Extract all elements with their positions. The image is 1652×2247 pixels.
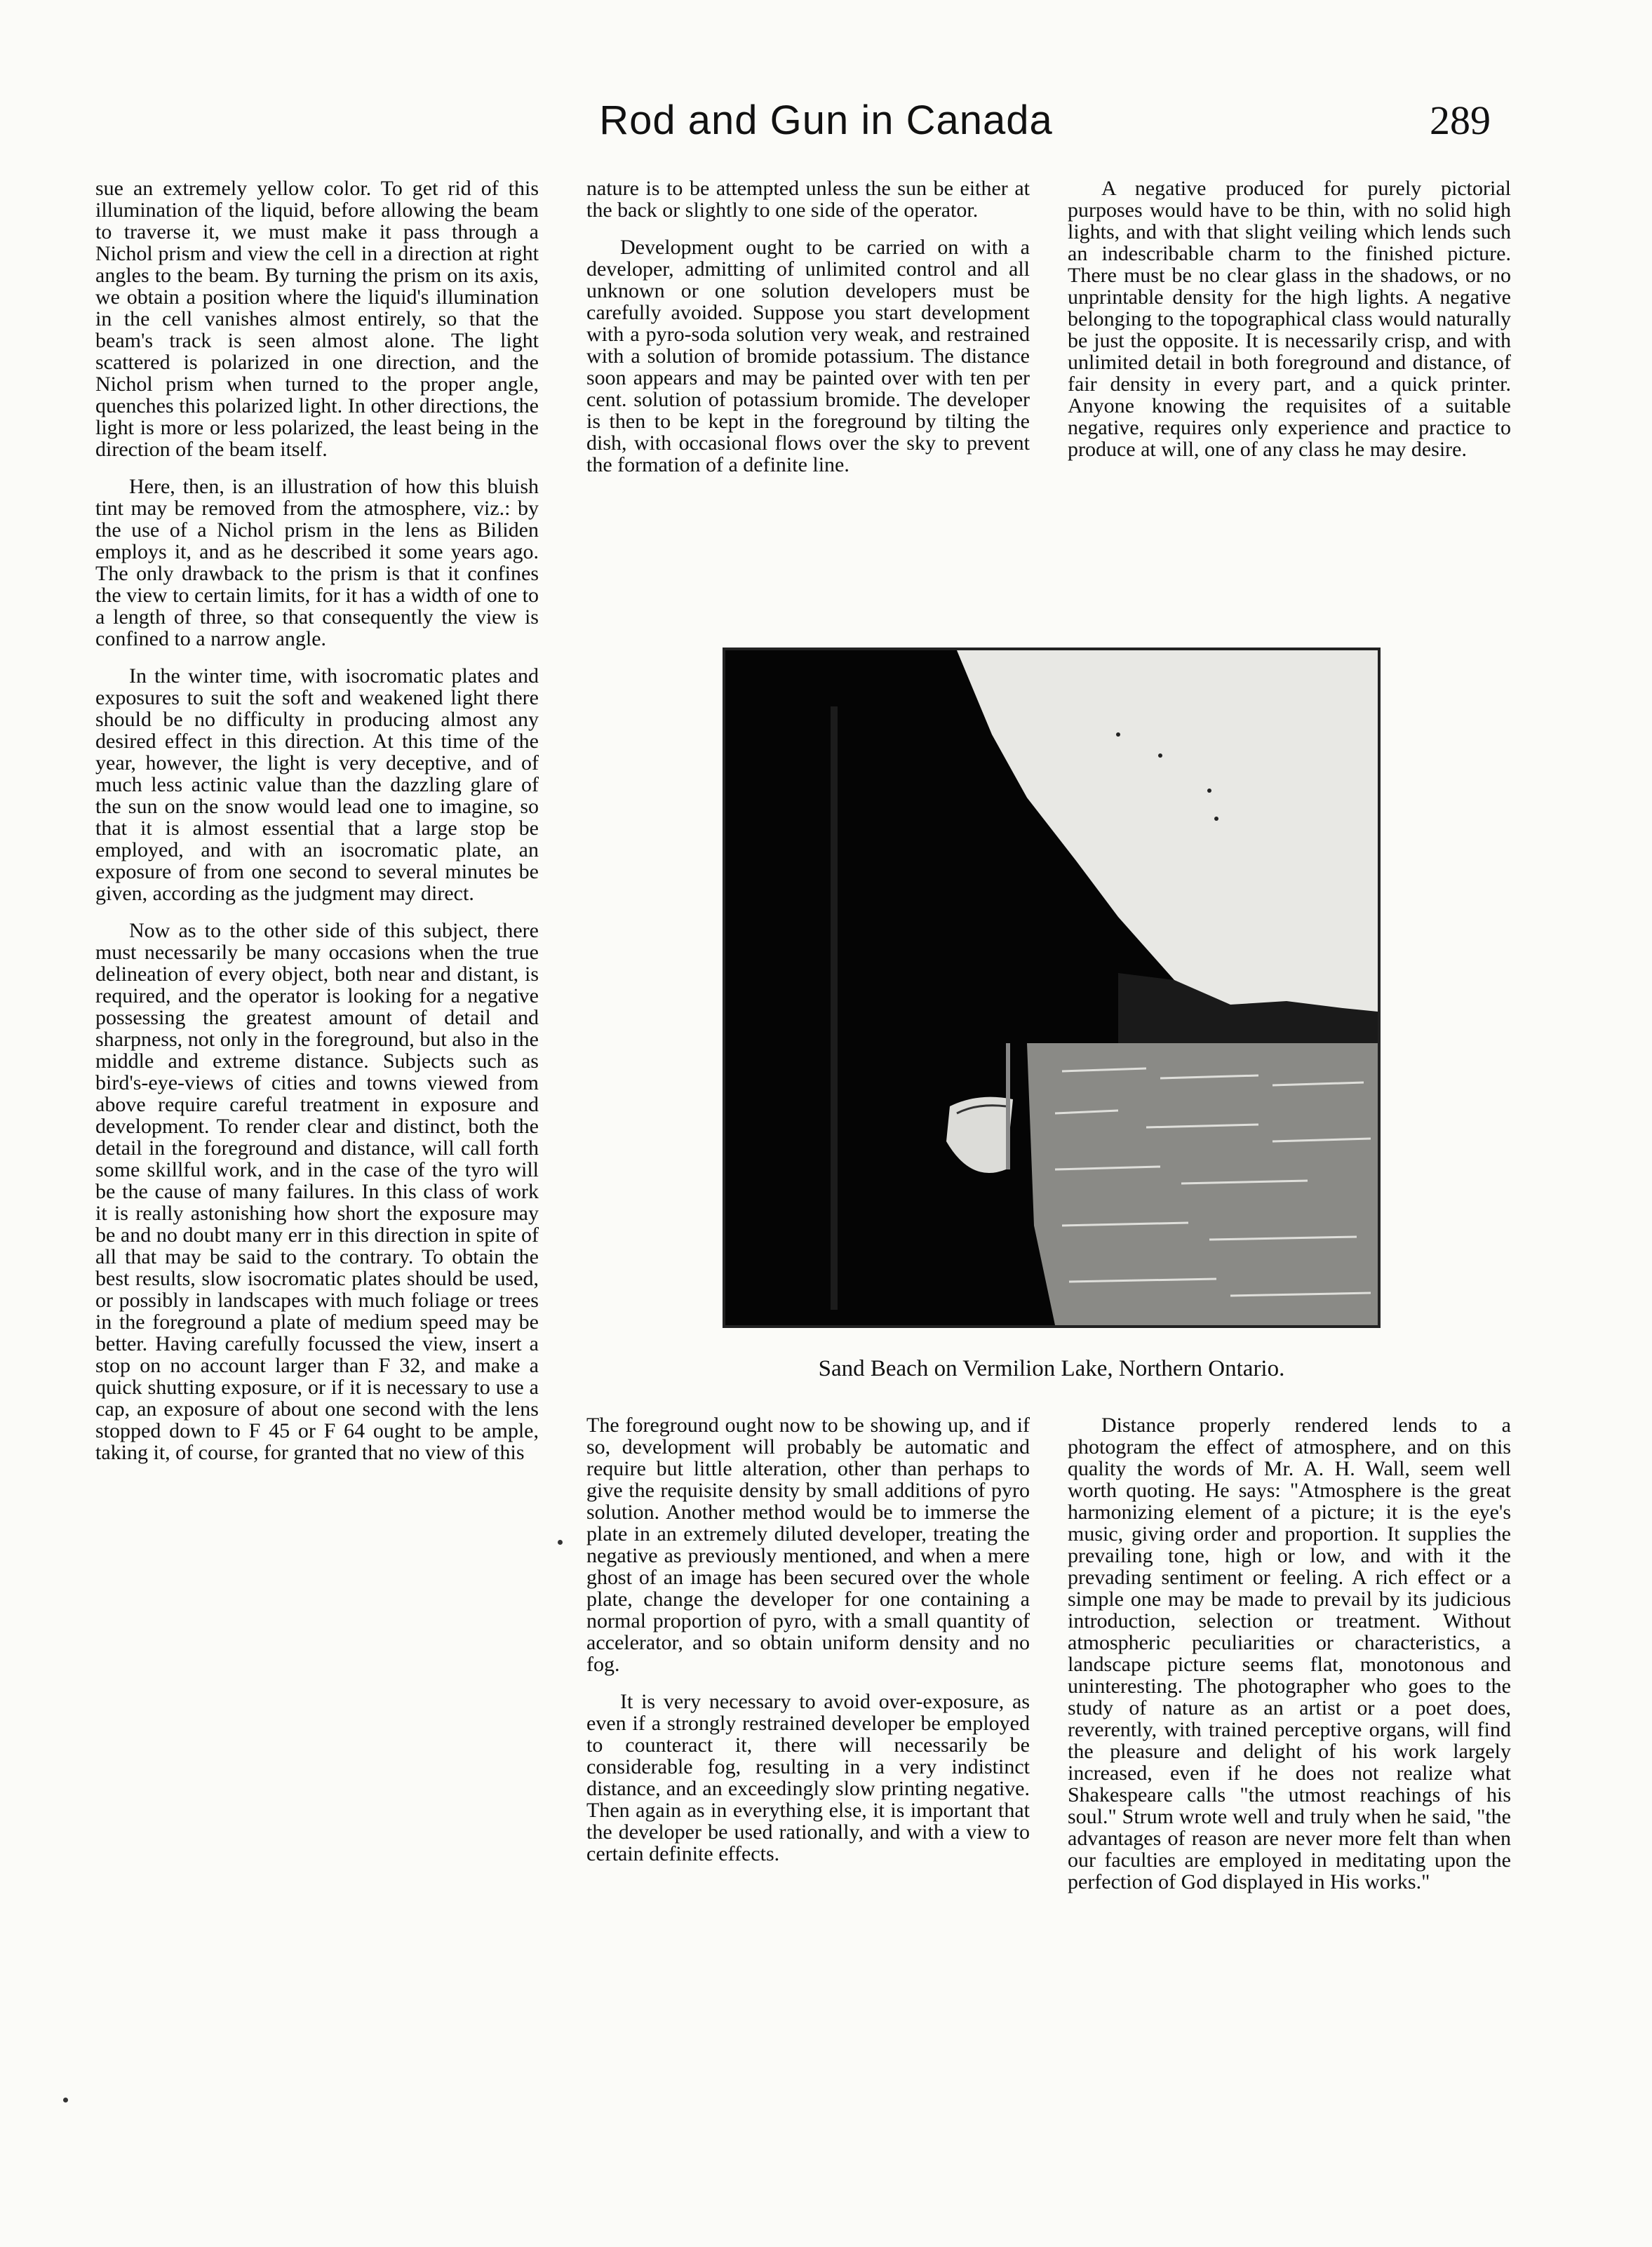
right-column-top — [1068, 177, 1511, 476]
print-speck — [63, 2098, 68, 2102]
page-number: 289 — [1430, 98, 1491, 143]
middle-column-bottom — [586, 1414, 1030, 1880]
middle-column-top — [586, 177, 1030, 491]
print-speck — [558, 1540, 563, 1545]
paragraph: The foreground ought now to be showing up, and if so, development will probably be automatic and require but little alteration, other than perhaps to give the requisite density by small additions of pyro solution. Another method would be to immerse the plate in an extremely diluted developer, treating the negative as previously mentioned, and when a mere ghost of an image has been secured over the whole plate, change the developer for one containing a normal proportion of pyro, with a small quantity of accelerator, and so obtain uniform density and no fog. — [586, 1414, 1030, 1676]
paragraph: In the winter time, with isocromatic plates and exposures to suit the soft and weakened light there should be no difficulty in producing almost any desired effect in this direction. At this time of the year, however, the light is very deceptive, and of much less actinic value than the dazzling glare of the sun on the snow would lead one to imagine, so that it is almost essential that a large stop be employed, and with an isocromatic plate, an exposure of from one second to several minutes be given, according as the judgment may direct. — [95, 664, 539, 905]
paragraph: Here, then, is an illustration of how this bluish tint may be removed from the atmosphere, viz.: by the use of a Nichol prism in the lens as Biliden employs it, and as he described it some years ago. The only drawback to the prism is that it confines the view to certain limits, for it has a width of one to a length of three, so that consequently the view is confined to a narrow angle. — [95, 475, 539, 650]
paragraph: Distance properly rendered lends to a photogram the effect of atmosphere, and on this quality the words of Mr. A. H. Wall, seem well worth quoting. He says: "Atmosphere is the great harmonizing element of a picture; it is the eye's music, giving order and proportion. It supplies the prevailing tone, high or low, and with it the prevading sentiment or feeling. A rich effect or a simple one may be made to prevail by its judicious introduction, selection or treatment. Without atmospheric peculiarities or characteristics, a landscape picture seems flat, monotonous and uninteresting. The photographer who goes to the study of nature as an artist or a poet does, reverently, with trained perceptive organs, will find the pleasure and delight of his work largely increased, even if he does not realize what Shakespeare calls "the utmost reachings of his soul." Strum wrote well and truly when he said, "the advantages of reason are never more felt than when our faculties are employed in meditating upon the perfection of God displayed in His works." — [1068, 1414, 1511, 1893]
photograph-image — [725, 650, 1378, 1325]
paragraph: Development ought to be carried on with a developer, admitting of unlimited control and all unknown or one solution developers must be carefully avoided. Suppose you start development with a pyro-soda solution very weak, and restrained with a solution of bromide potassium. The distance soon appears and may be painted over with ten per cent. solution of potassium bromide. The developer is then to be kept in the foreground by tilting the dish, with occasional flows over the sky to prevent the formation of a definite line. — [586, 236, 1030, 476]
running-header-title: Rod and Gun in Canada — [599, 98, 1053, 143]
paragraph: A negative produced for purely pictorial purposes would have to be thin, with no solid high lights, and with that slight veiling which lends such an indescribable charm to the finished picture. There must be no clear glass in the shadows, or no unprintable density for the high lights. A negative belonging to the topographical class would naturally be just the opposite. It is necessarily crisp, and with unlimited detail in both foreground and distance, of fair density in every part, and a quick printer. Anyone knowing the requisites of a suitable negative, requires only experience and practice to produce at will, one of any class he may desire. — [1068, 177, 1511, 461]
paragraph: sue an extremely yellow color. To get rid of this illumination of the liquid, before allowing the beam to traverse it, we must make it pass through a Nichol prism and view the cell in a direction at right angles to the beam. By turning the prism on its axis, we obtain a position where the liquid's illumination in the cell vanishes almost entirely, so that the beam's track is seen almost alone. The light scattered is polarized in one direction, and the Nichol prism when turned to the proper angle, quenches this polarized light. In other directions, the light is more or less polarized, the least being in the direction of the beam itself. — [95, 177, 539, 461]
paragraph: Now as to the other side of this subject, there must necessarily be many occasions when the true delineation of every object, both near and distant, is required, and the operator is looking for a negative possessing the greatest amount of detail and sharpness, not only in the foreground, but also in the middle and extreme distance. Subjects such as bird's-eye-views of cities and towns viewed from above require careful treatment in exposure and development. To render clear and distinct, both the detail in the foreground and distance, will call forth some skillful work, and in the case of the tyro will be the cause of many failures. In this class of work it is really astonishing how short the exposure may be and no doubt many err in this direction in spite of all that may be said to the contrary. To obtain the best results, slow isocromatic plates should be used, or possibly in landscapes with much foliage or trees in the foreground a plate of medium speed may be better. Having carefully focussed the view, insert a stop on no account larger than F 32, and make a quick shutting exposure, or if it is necessary to use a cap, an exposure of about one second with the lens stopped down to F 45 or F 64 ought to be ample, taking it, of course, for granted that no view of this — [95, 919, 539, 1464]
paragraph: nature is to be attempted unless the sun be either at the back or slightly to one side of the operator. — [586, 177, 1030, 222]
left-column — [95, 177, 539, 1479]
paragraph: It is very necessary to avoid over-exposure, as even if a strongly restrained developer be employed to counteract it, there will necessarily be considerable fog, resulting in a very indistinct distance, and an exceedingly slow printing negative. Then again as in everything else, it is important that the developer be used rationally, and with a view to certain definite effects. — [586, 1690, 1030, 1865]
lake-photograph — [723, 648, 1381, 1328]
right-column-bottom — [1068, 1414, 1511, 1908]
photo-caption: Sand Beach on Vermilion Lake, Northern Ontario. — [818, 1356, 1285, 1381]
